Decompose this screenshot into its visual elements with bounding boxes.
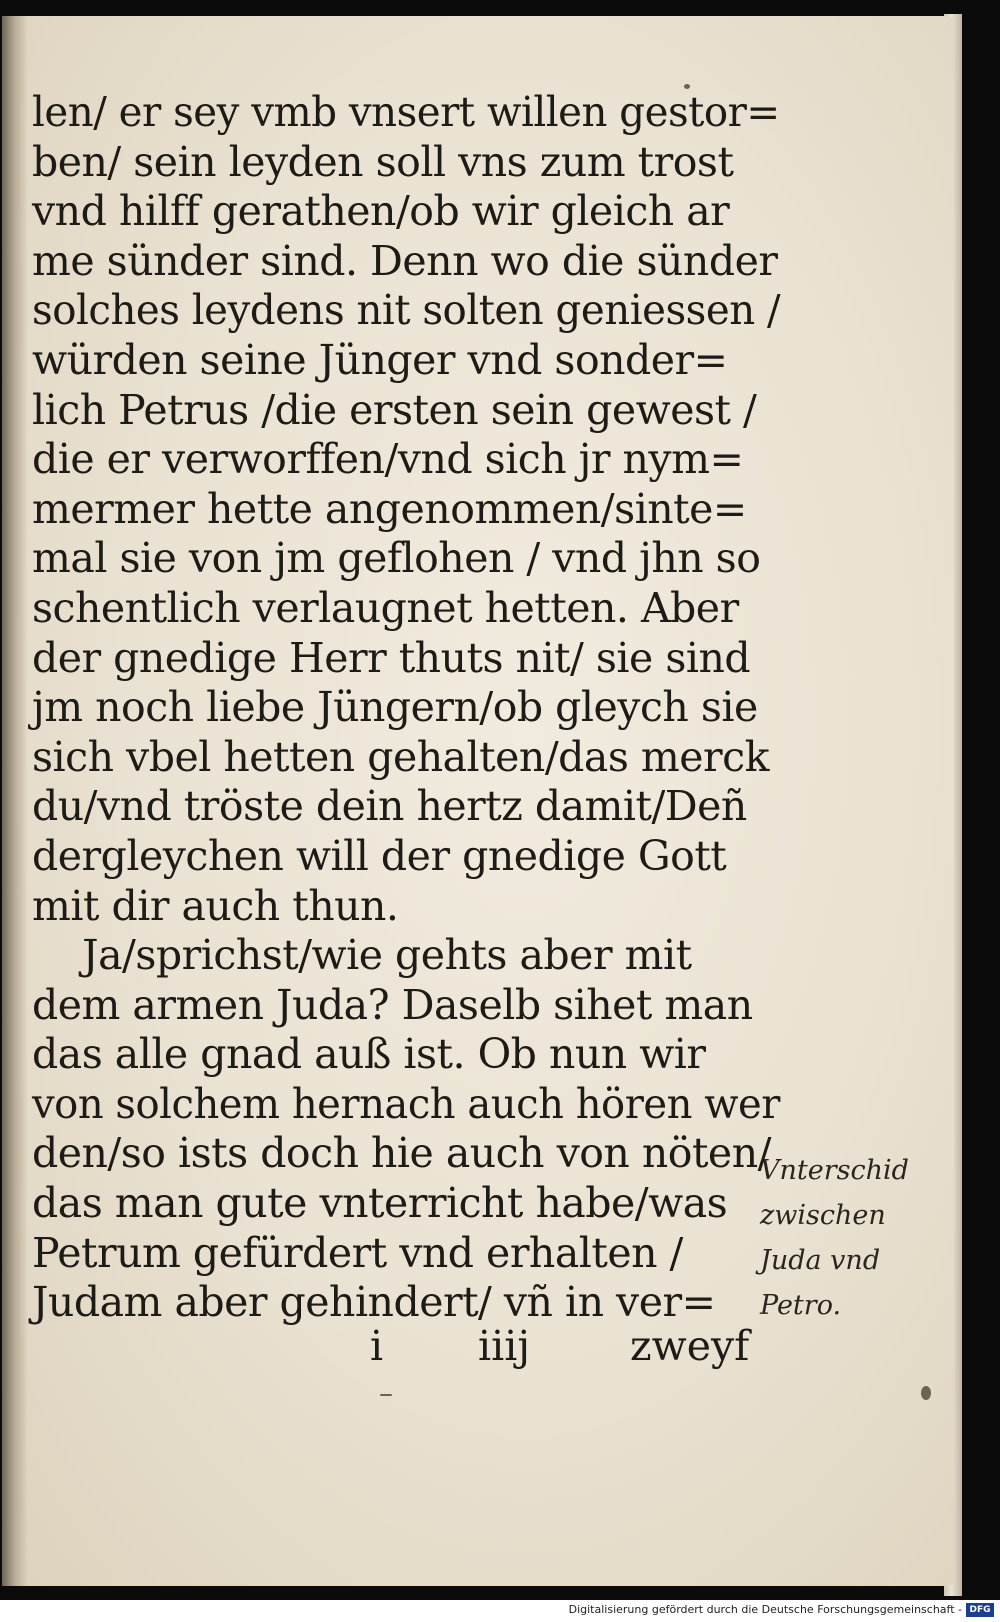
- text-line: me sünder sind. Denn wo die sünder: [32, 236, 778, 285]
- text-line: solches leydens nit solten geniessen /: [32, 286, 781, 335]
- text-line: die er verworffen/vnd sich jr nym=: [32, 435, 744, 484]
- signature-number: iiij: [478, 1322, 531, 1370]
- footer-bar: [0, 1600, 1000, 1622]
- paper-speck: [380, 1394, 392, 1396]
- text-line: schentlich verlaugnet hetten. Aber: [32, 583, 739, 632]
- text-line: von solchem hernach auch hören wer: [32, 1079, 780, 1128]
- marginal-note-line: Juda vnd: [760, 1245, 881, 1276]
- text-line: dem armen Juda? Daselb sihet man: [32, 980, 753, 1029]
- text-line: mermer hette angenommen/sinte=: [32, 484, 747, 533]
- text-line: vnd hilff gerathen/ob wir gleich ar: [32, 187, 730, 236]
- text-line: das alle gnad auß ist. Ob nun wir: [32, 1030, 706, 1079]
- catchword: zweyf: [630, 1322, 750, 1370]
- body-text: [32, 88, 782, 1328]
- text-line: dergleychen will der gnedige Gott: [32, 831, 727, 880]
- text-line: mit dir auch thun.: [32, 881, 399, 930]
- text-line: ben/ sein leyden soll vns zum trost: [32, 137, 734, 186]
- footer-credit: Digitalisierung gefördert durch die Deutsche Forschungsgemeinschaft -: [568, 1603, 962, 1616]
- text-line: das man gute vnterricht habe/was: [32, 1179, 728, 1228]
- signature-mark: i: [370, 1322, 384, 1370]
- marginal-note-line: Vnterschid: [760, 1155, 909, 1186]
- paper-speck: [921, 1386, 931, 1400]
- dfg-logo: DFG: [966, 1603, 994, 1617]
- text-line: Judam aber gehindert/ vñ in ver=: [32, 1278, 716, 1327]
- text-line: den/so ists doch hie auch von nöten/: [32, 1129, 771, 1178]
- marginal-note: [760, 1148, 930, 1328]
- text-line: lich Petrus /die ersten sein gewest /: [32, 385, 757, 434]
- page-gutter-shadow: [2, 16, 28, 1586]
- text-line: mal sie von jm geflohen / vnd jhn so: [32, 534, 761, 583]
- marginal-note-line: Petro.: [760, 1290, 842, 1321]
- text-line: der gnedige Herr thuts nit/ sie sind: [32, 633, 751, 682]
- marginal-note-line: zwischen: [760, 1200, 886, 1231]
- text-line: du/vnd tröste dein hertz damit/Deñ: [32, 782, 747, 831]
- text-line: würden seine Jünger vnd sonder=: [32, 335, 728, 384]
- text-line: len/ er sey vmb vnsert willen gestor=: [32, 88, 780, 136]
- text-line: Petrum gefürdert vnd erhalten /: [32, 1228, 683, 1277]
- text-line: jm noch liebe Jüngern/ob gleych sie: [32, 683, 758, 732]
- text-line: sich vbel hetten gehalten/das merck: [32, 732, 769, 781]
- text-line: Ja/sprichst/wie gehts aber mit: [32, 931, 692, 980]
